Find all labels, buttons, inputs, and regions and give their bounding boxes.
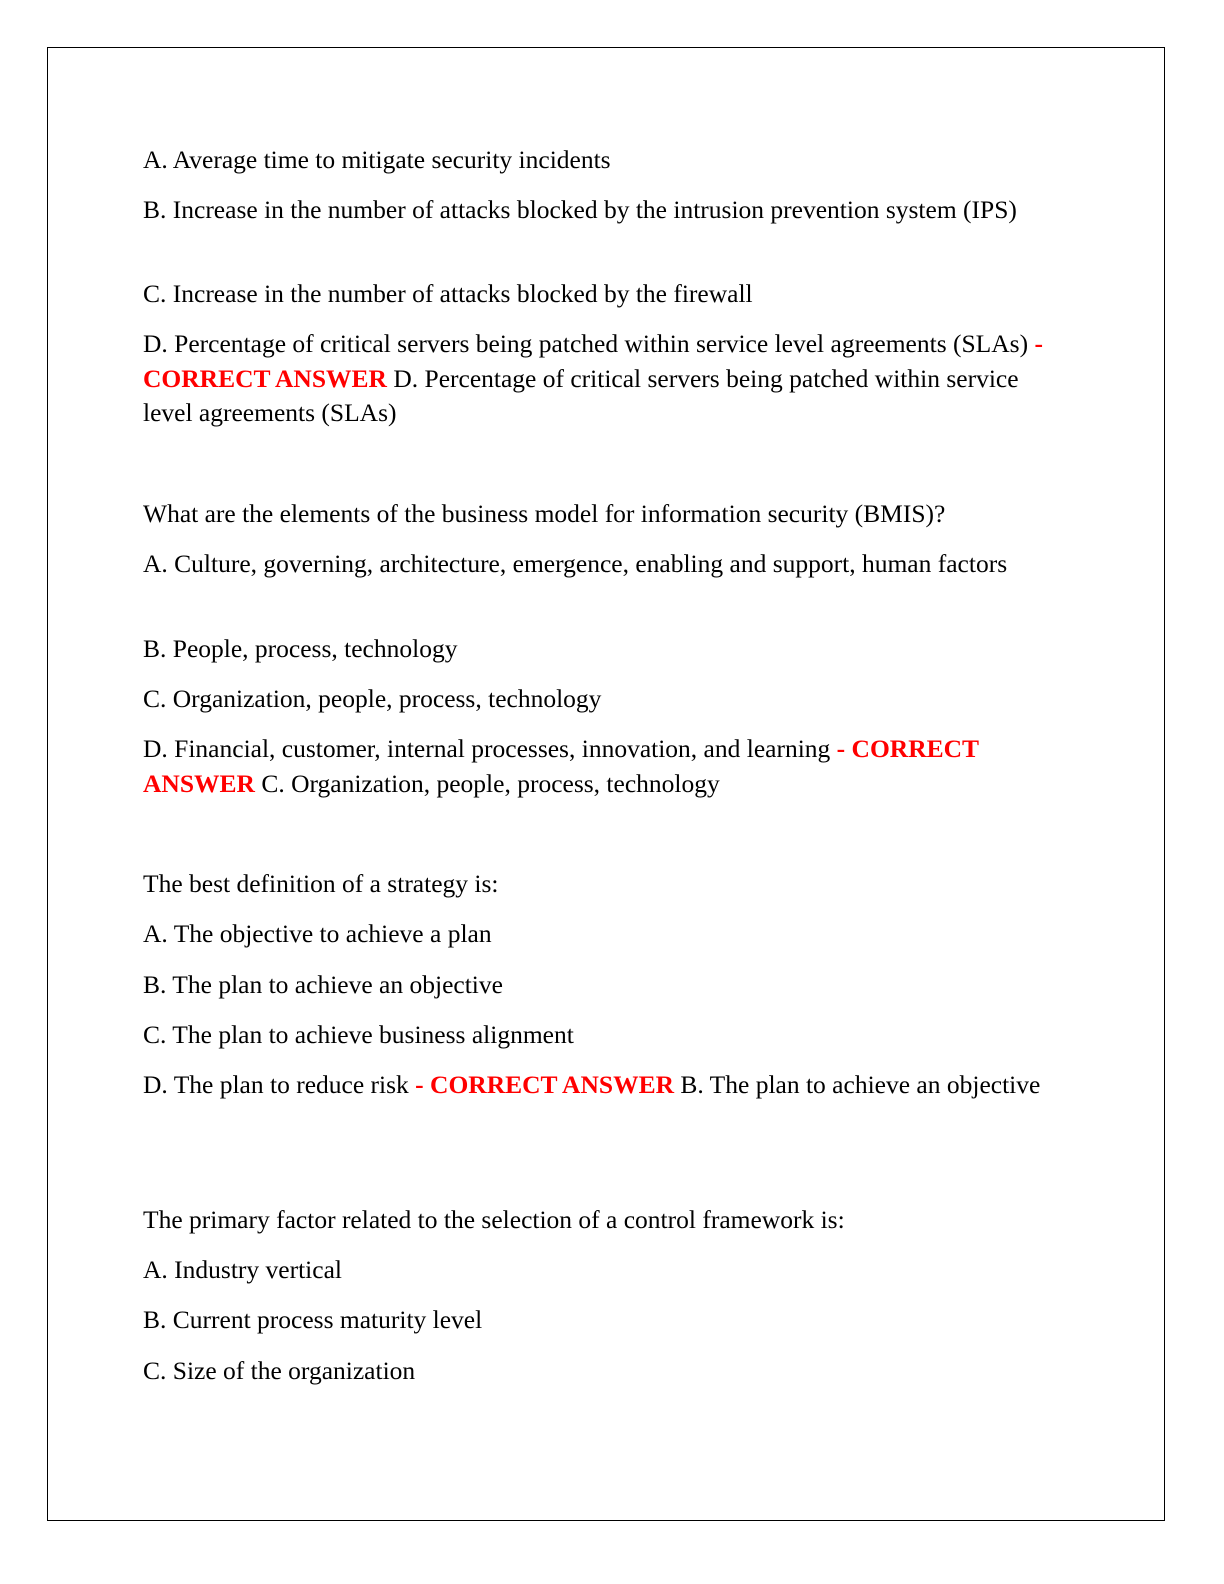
q4-question: The primary factor related to the selection of a control framework is: [143, 1205, 845, 1234]
q2-option-d [143, 732, 1058, 801]
q3-option-a: A. The objective to achieve a plan [143, 919, 492, 948]
q3-option-b: B. The plan to achieve an objective [143, 970, 503, 999]
q2-question: What are the elements of the business model for information security (BMIS)? [143, 499, 946, 528]
q1-option-a: A. Average time to mitigate security incidents [143, 145, 611, 174]
correct-answer-label: - CORRECT ANSWER [143, 734, 979, 798]
q2-option-c: C. Organization, people, process, technology [143, 684, 602, 713]
correct-answer-label: - CORRECT ANSWER [143, 329, 1043, 393]
q4-option-a: A. Industry vertical [143, 1255, 342, 1284]
option-text: D. Percentage of critical servers being patched within service level agreements (SLAs) [143, 329, 1029, 358]
q4-option-c: C. Size of the organization [143, 1356, 416, 1385]
answer-text: C. Organization, people, process, technology [254, 768, 720, 798]
option-text: D. The plan to reduce risk [143, 1070, 409, 1099]
q3-option-d [143, 1068, 1058, 1103]
correct-answer-label: - CORRECT ANSWER [408, 1070, 674, 1099]
q1-option-d [143, 327, 1058, 431]
answer-text: B. The plan to achieve an objective [674, 1070, 1041, 1099]
answer-text: D. Percentage of critical servers being patched within service level agreements (SLAs) [143, 363, 1019, 427]
q3-question: The best definition of a strategy is: [143, 869, 499, 898]
option-text: D. Financial, customer, internal processes, innovation, and learning [143, 734, 831, 763]
q3-option-c: C. The plan to achieve business alignment [143, 1020, 574, 1049]
q2-option-a: A. Culture, governing, architecture, emergence, enabling and support, human factors [143, 549, 1008, 578]
q1-option-c: C. Increase in the number of attacks blocked by the firewall [143, 279, 753, 308]
q4-option-b: B. Current process maturity level [143, 1305, 483, 1334]
q2-option-b: B. People, process, technology [143, 634, 458, 663]
q1-option-b: B. Increase in the number of attacks blocked by the intrusion prevention system (IPS) [143, 195, 1017, 224]
